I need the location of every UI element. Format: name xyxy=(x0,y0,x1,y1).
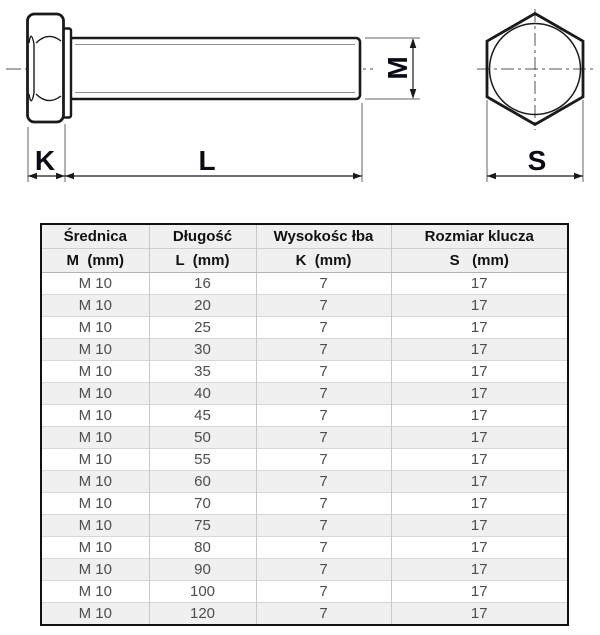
hexagon-outline xyxy=(487,14,583,125)
table-cell: 7 xyxy=(256,361,391,383)
table-row xyxy=(41,317,568,339)
table-row xyxy=(41,273,568,295)
table-cell: 16 xyxy=(149,273,256,295)
table-cell: 7 xyxy=(256,559,391,581)
dim-label-S: S xyxy=(527,145,547,176)
table-cell: 75 xyxy=(149,515,256,537)
spec-table-container xyxy=(40,223,569,626)
arrow-right-icon xyxy=(56,173,65,180)
table-cell: 17 xyxy=(391,493,568,515)
table-cell: 90 xyxy=(149,559,256,581)
column-title-length: Długość xyxy=(149,224,256,249)
table-cell: 17 xyxy=(391,405,568,427)
table-cell: 17 xyxy=(391,581,568,603)
table-cell: 20 xyxy=(149,295,256,317)
table-cell: 7 xyxy=(256,537,391,559)
table-cell: M 10 xyxy=(41,361,149,383)
dim-label-L: L xyxy=(198,145,216,176)
table-body xyxy=(41,273,568,626)
table-cell: 7 xyxy=(256,339,391,361)
table-row xyxy=(41,427,568,449)
table-cell: 25 xyxy=(149,317,256,339)
column-unit-M: M (mm) xyxy=(41,249,149,273)
bolt-shank xyxy=(69,38,360,99)
table-cell: 7 xyxy=(256,493,391,515)
table-cell: 30 xyxy=(149,339,256,361)
header-title-row xyxy=(41,224,568,249)
table-cell: 80 xyxy=(149,537,256,559)
table-cell: M 10 xyxy=(41,471,149,493)
table-cell: M 10 xyxy=(41,295,149,317)
table-row xyxy=(41,559,568,581)
table-cell: 17 xyxy=(391,361,568,383)
table-row xyxy=(41,405,568,427)
table-cell: M 10 xyxy=(41,449,149,471)
table-cell: 55 xyxy=(149,449,256,471)
arrow-left-icon xyxy=(65,173,74,180)
table-cell: 40 xyxy=(149,383,256,405)
dimension-M xyxy=(365,38,420,99)
dimension-K-L xyxy=(28,103,362,182)
table-cell: 60 xyxy=(149,471,256,493)
table-cell: 7 xyxy=(256,471,391,493)
table-row xyxy=(41,383,568,405)
table-cell: 17 xyxy=(391,449,568,471)
table-cell: 17 xyxy=(391,273,568,295)
table-cell: 17 xyxy=(391,559,568,581)
arrow-down-icon xyxy=(410,89,417,99)
table-cell: M 10 xyxy=(41,515,149,537)
column-title-diameter: Średnica xyxy=(63,228,127,245)
arrow-right-icon xyxy=(353,173,362,180)
bolt-hex-end-view xyxy=(477,9,594,130)
table-cell: M 10 xyxy=(41,493,149,515)
table-cell: M 10 xyxy=(41,405,149,427)
table-cell: M 10 xyxy=(41,383,149,405)
bolt-spec-table xyxy=(40,223,569,626)
table-cell: M 10 xyxy=(41,581,149,603)
table-row xyxy=(41,361,568,383)
table-row xyxy=(41,537,568,559)
table-cell: 7 xyxy=(256,427,391,449)
table-cell: 7 xyxy=(256,405,391,427)
table-cell: M 10 xyxy=(41,603,149,626)
column-title-head-height: Wysokośc łba xyxy=(256,224,391,249)
table-cell: 17 xyxy=(391,537,568,559)
table-cell: M 10 xyxy=(41,427,149,449)
table-cell: 70 xyxy=(149,493,256,515)
arrow-up-icon xyxy=(410,38,417,48)
table-cell: M 10 xyxy=(78,275,112,292)
table-cell: 17 xyxy=(391,383,568,405)
arrow-left-icon xyxy=(487,173,496,180)
column-unit-L: L (mm) xyxy=(149,249,256,273)
table-cell: 17 xyxy=(391,317,568,339)
table-row xyxy=(41,295,568,317)
technical-drawing xyxy=(0,0,600,212)
column-unit-K: K (mm) xyxy=(256,249,391,273)
table-cell: 17 xyxy=(391,427,568,449)
table-cell: 17 xyxy=(391,603,568,626)
table-cell: M 10 xyxy=(41,317,149,339)
table-row xyxy=(41,449,568,471)
bolt-head-outline xyxy=(28,14,64,122)
table-row xyxy=(41,339,568,361)
table-row xyxy=(41,471,568,493)
table-cell: 7 xyxy=(256,273,391,295)
table-row xyxy=(41,603,568,626)
table-cell: 7 xyxy=(256,449,391,471)
table-cell: 17 xyxy=(391,515,568,537)
table-cell: M 10 xyxy=(41,339,149,361)
column-title-wrench-size: Rozmiar klucza xyxy=(391,224,568,249)
dim-label-K: K xyxy=(34,145,56,176)
table-cell: M 10 xyxy=(41,559,149,581)
table-header xyxy=(41,224,568,273)
table-cell: 120 xyxy=(149,603,256,626)
table-cell: 7 xyxy=(256,383,391,405)
table-cell: M 10 xyxy=(41,537,149,559)
table-cell: 35 xyxy=(149,361,256,383)
table-cell: 17 xyxy=(391,295,568,317)
table-row xyxy=(41,581,568,603)
table-cell: 7 xyxy=(256,603,391,626)
table-cell: 7 xyxy=(256,317,391,339)
table-cell: 7 xyxy=(256,515,391,537)
header-unit-row xyxy=(41,249,568,273)
table-cell: 100 xyxy=(149,581,256,603)
table-cell: 17 xyxy=(391,471,568,493)
table-row xyxy=(41,493,568,515)
dim-label-M: M xyxy=(382,56,413,80)
table-row xyxy=(41,515,568,537)
column-unit-S: S (mm) xyxy=(391,249,568,273)
table-cell: 50 xyxy=(149,427,256,449)
table-cell: 7 xyxy=(256,295,391,317)
arrow-right-icon xyxy=(574,173,583,180)
table-cell: 7 xyxy=(256,581,391,603)
table-cell: 45 xyxy=(149,405,256,427)
table-cell: 17 xyxy=(391,339,568,361)
